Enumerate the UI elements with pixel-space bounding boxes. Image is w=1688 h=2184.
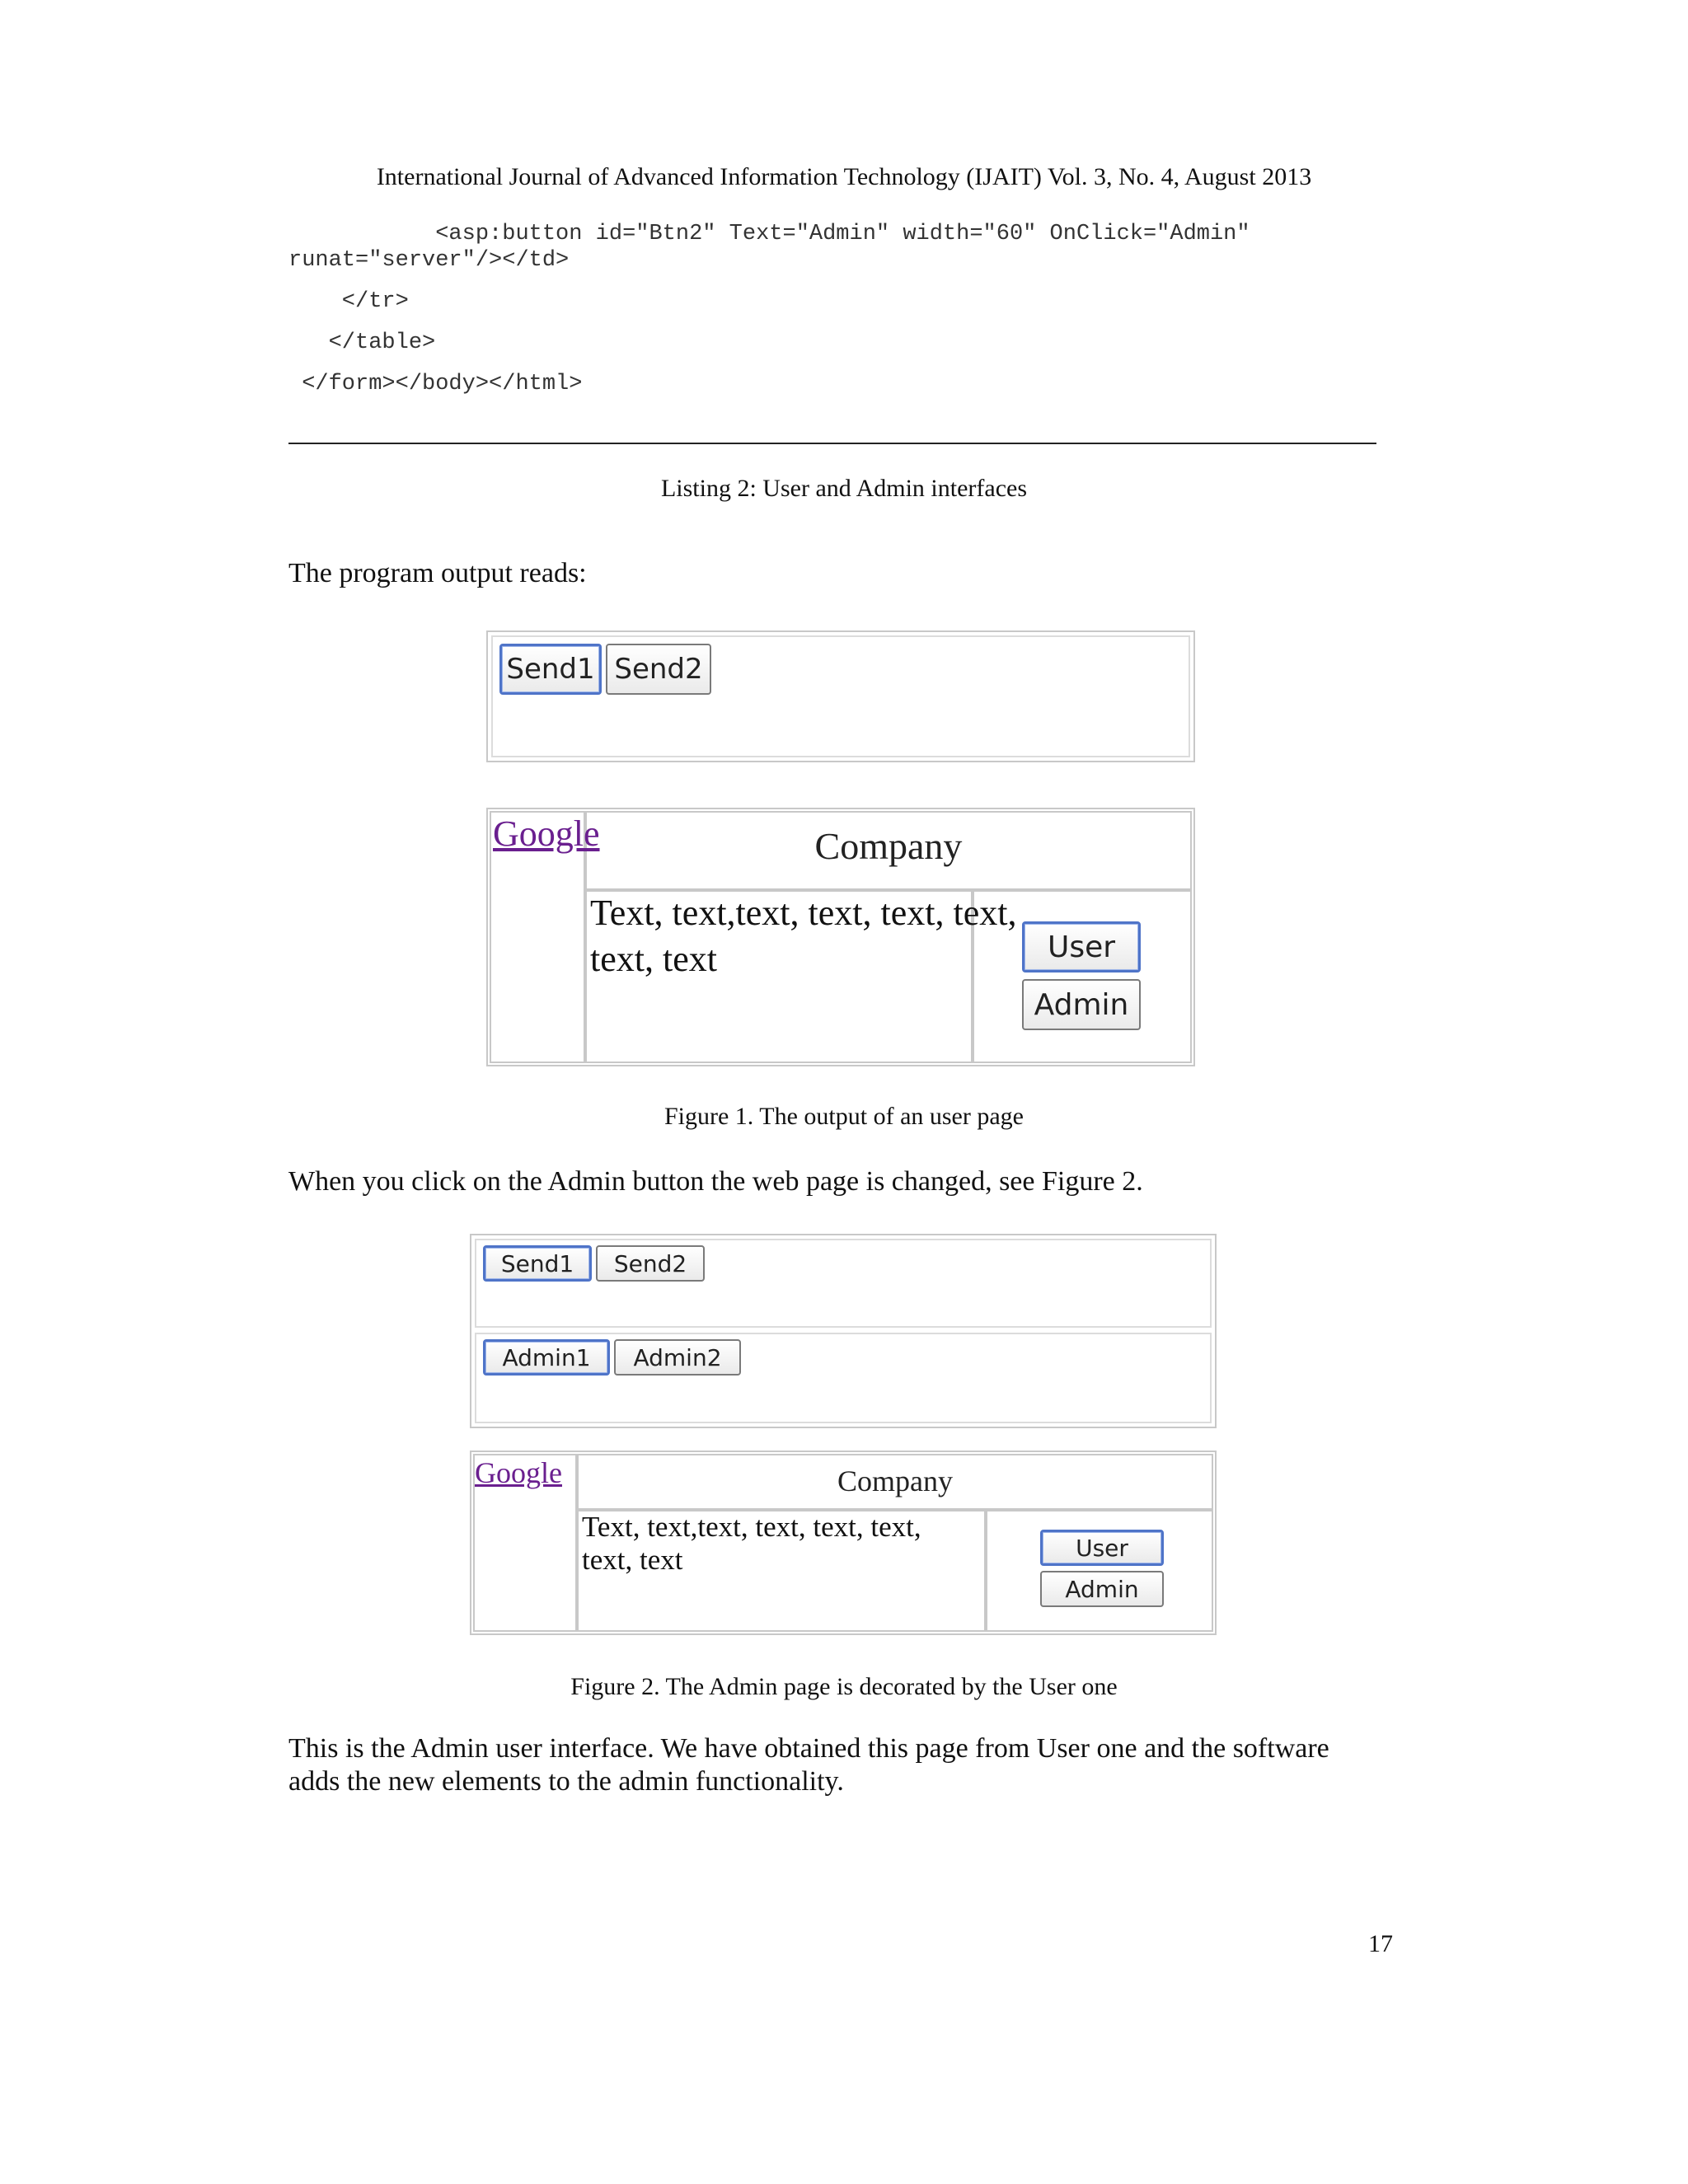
send2-button[interactable]: Send2 — [606, 644, 711, 695]
body-text-line-2: text, text — [582, 1544, 683, 1576]
figure1-layout-table — [486, 808, 1195, 1066]
page-number: 17 — [1368, 1930, 1393, 1957]
running-header: International Journal of Advanced Information Technology (IJAIT) Vol. 3, No. 4, August 2013 — [376, 163, 1312, 190]
company-title: Company — [837, 1465, 953, 1497]
admin1-button[interactable]: Admin1 — [483, 1339, 610, 1376]
code-line-2: runat="server"/></td> — [288, 248, 570, 273]
paragraph-admin-click: When you click on the Admin button the web page is changed, see Figure 2. — [288, 1166, 1143, 1197]
admin-button[interactable]: Admin — [1022, 979, 1141, 1030]
google-link[interactable]: Google — [493, 813, 600, 854]
code-line-4: </table> — [288, 330, 436, 355]
figure1-caption: Figure 1. The output of an user page — [663, 1103, 1024, 1130]
figure2-admin-panel — [470, 1234, 1217, 1428]
code-line-1: <asp:button id="Btn2" Text="Admin" width="60" OnClick="Admin" — [288, 222, 1250, 246]
user-button[interactable]: User — [1022, 921, 1141, 972]
paragraph-admin-interface-line-1: This is the Admin user interface. We have obtained this page from User one and the software — [288, 1733, 1329, 1764]
figure2-layout-table — [470, 1451, 1217, 1635]
admin2-button[interactable]: Admin2 — [614, 1339, 741, 1376]
company-title: Company — [814, 825, 963, 867]
figure1-send-panel — [486, 630, 1195, 762]
paragraph-admin-interface-line-2: adds the new elements to the admin functionality. — [288, 1766, 844, 1797]
figure2-caption: Figure 2. The Admin page is decorated by the User one — [570, 1673, 1118, 1700]
google-link[interactable]: Google — [475, 1456, 562, 1489]
send1-button[interactable]: Send1 — [499, 644, 602, 695]
body-text-line-2: text, text — [590, 939, 717, 979]
admin-button[interactable]: Admin — [1040, 1571, 1164, 1607]
code-line-5: </form></body></html> — [288, 372, 583, 396]
user-button[interactable]: User — [1040, 1530, 1164, 1566]
send2-button[interactable]: Send2 — [596, 1245, 705, 1282]
code-line-3: </tr> — [288, 289, 409, 314]
send1-button[interactable]: Send1 — [483, 1245, 592, 1282]
listing-caption: Listing 2: User and Admin interfaces — [660, 475, 1028, 502]
paragraph-program-output: The program output reads: — [288, 558, 587, 588]
listing-rule — [288, 443, 1376, 444]
body-text-line-1: Text, text,text, text, text, text, — [582, 1511, 921, 1543]
body-text-line-1: Text, text,text, text, text, text, — [590, 893, 1017, 933]
